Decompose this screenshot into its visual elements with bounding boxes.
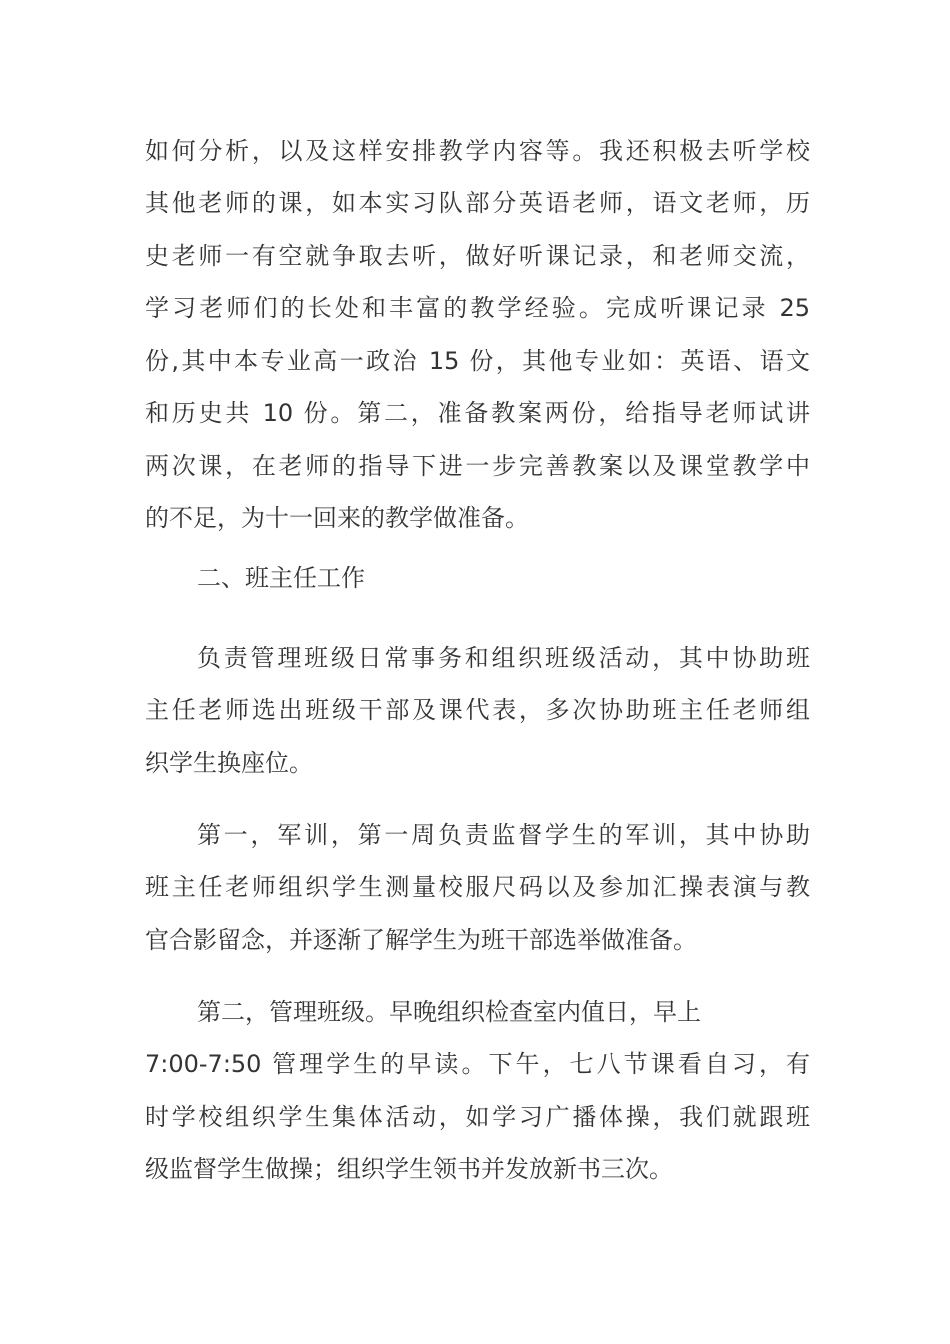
text-line: 第一，军训，第一周负责监督学生的军训，其中协助 <box>197 821 810 849</box>
text-line: 其他老师的课，如本实习队部分英语老师，语文老师，历 <box>145 189 810 217</box>
text-line: 两次课，在老师的指导下进一步完善教案以及课堂教学中 <box>145 452 810 480</box>
text-line: 官合影留念，并逐渐了解学生为班干部选举做准备。 <box>145 926 697 954</box>
text-line: 第二，管理班级。早晚组织检查室内值日，早上 <box>197 998 701 1026</box>
text-line: 时学校组织学生集体活动，如学习广播体操，我们就跟班 <box>145 1103 810 1131</box>
text-line: 学习老师们的长处和丰富的教学经验。完成听课记录 25 <box>145 294 810 322</box>
text-line: 的不足，为十一回来的教学做准备。 <box>145 504 529 532</box>
text-line: 级监督学生做操；组织学生领书并发放新书三次。 <box>145 1155 673 1183</box>
text-line: 份,其中本专业高一政治 15 份，其他专业如：英语、语文 <box>145 347 810 375</box>
text-line: 班主任老师组织学生测量校服尺码以及参加汇操表演与教 <box>145 873 810 901</box>
text-line: 织学生换座位。 <box>145 749 313 777</box>
section-heading: 二、班主任工作 <box>197 564 365 592</box>
text-line: 史老师一有空就争取去听，做好听课记录，和老师交流， <box>145 242 810 270</box>
text-line: 7:00-7:50 管理学生的早读。下午，七八节课看自习，有 <box>145 1050 810 1078</box>
text-line: 主任老师选出班级干部及课代表，多次协助班主任老师组 <box>145 696 810 724</box>
text-line: 和历史共 10 份。第二，准备教案两份，给指导老师试讲 <box>145 399 810 427</box>
text-line: 负责管理班级日常事务和组织班级活动，其中协助班 <box>197 644 810 672</box>
text-line: 如何分析，以及这样安排教学内容等。我还积极去听学校 <box>145 137 810 165</box>
